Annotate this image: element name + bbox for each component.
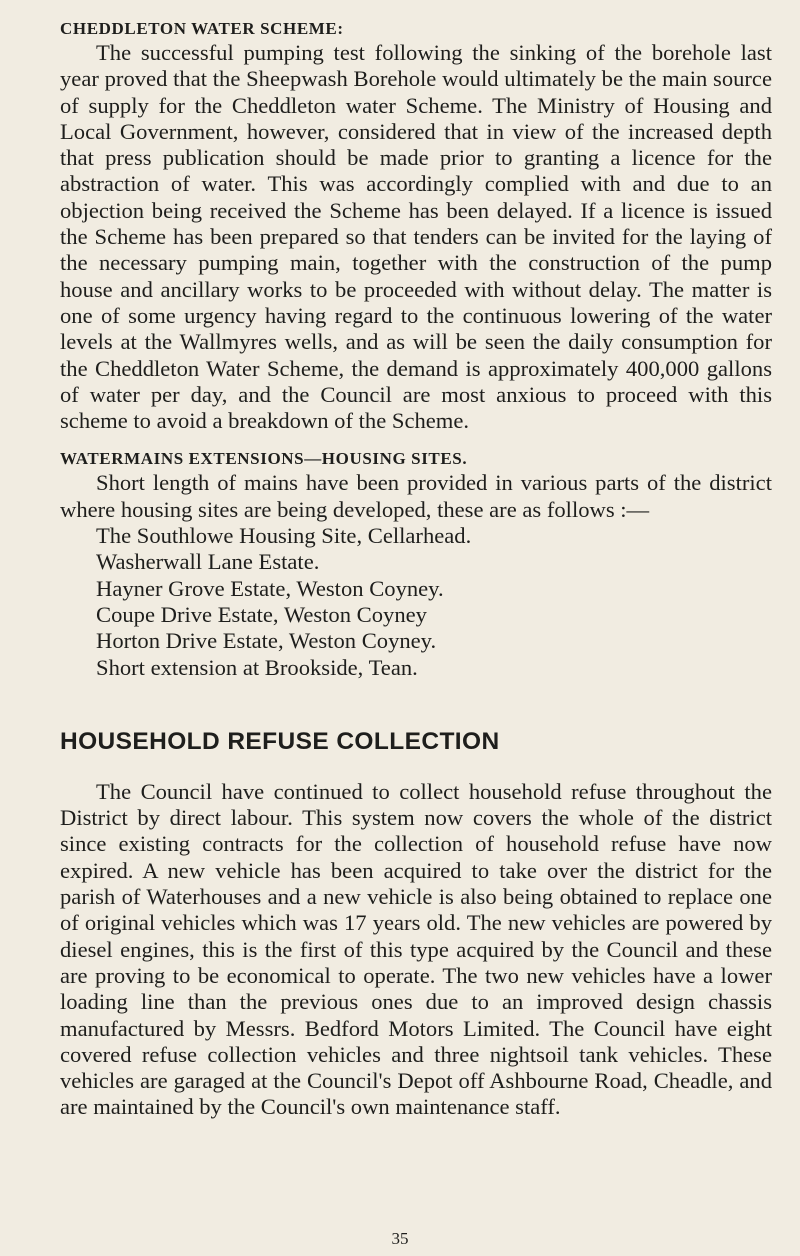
spacer	[60, 681, 772, 727]
list-item: Short extension at Brookside, Tean.	[96, 654, 418, 680]
refuse-section	[60, 727, 772, 1121]
list-item: The Southlowe Housing Site, Cellarhead.	[96, 523, 472, 549]
spacer	[60, 757, 772, 779]
list-item: Washerwall Lane Estate.	[96, 549, 320, 575]
watermains-intro: Short length of mains have been provided in various parts of the district where housing sites are being developed, these are as follows :—	[60, 470, 772, 522]
refuse-paragraph: The Council have continued to collect household refuse throughout the District by direct labour. This system now covers the whole of the district since existing contracts for the collection of household refuse have now expired. A new vehicle has been acquired to take over the district for the parish of Waterhouses and a new vehicle is also being obtained to replace one of original vehicles which was 17 years old. The new vehicles are powered by diesel engines, this is the first of this type acquired by the Council and these are proving to be economical to operate. The two new vehicles have a lower loading line than the previous ones due to an improved design chassis manufactured by Messrs. Bedford Motors Limited. The Council have eight covered refuse collection vehicles and three nightsoil tank vehicles. These vehicles are garaged at the Council's Depot off Ashbourne Road, Cheadle, and are maintained by the Council's own maintenance staff.	[60, 778, 772, 1120]
page-number: 35	[391, 1229, 409, 1248]
cheddleton-paragraph: The successful pumping test following the sinking of the borehole last year proved that the Sheepwash Borehole would ultimately be the main source of supply for the Cheddleton water Scheme. The Ministry of Housing and Local Government, however, considered that in view of the increased depth that press publication should be made prior to granting a licence for the abstraction of water. This was accordingly complied with and due to an objection being received the Scheme has been delayed. If a licence is issued the Scheme has been prepared so that tenders can be invited for the laying of the necessary pumping main, together with the construction of the pump house and ancillary works to be proceeded with without delay. The matter is one of some urgency having regard to the continuous lowering of the water levels at the Wallmyres wells, and as will be seen the daily consumption for the Cheddleton Water Scheme, the demand is approximately 400,000 gallons of water per day, and the Council are most anxious to proceed with this scheme to avoid a breakdown of the Scheme.	[60, 40, 772, 434]
spacer	[60, 434, 772, 448]
watermains-section	[60, 448, 772, 680]
section-heading-cheddleton: CHEDDLETON WATER SCHEME:	[60, 19, 344, 38]
cheddleton-section	[60, 18, 772, 434]
list-item: Coupe Drive Estate, Weston Coyney	[96, 601, 427, 627]
section-heading-watermains: WATERMAINS EXTENSIONS—HOUSING SITES.	[60, 449, 468, 469]
list-item: Horton Drive Estate, Weston Coyney.	[96, 628, 437, 654]
section-heading-refuse: HOUSEHOLD REFUSE COLLECTION	[60, 727, 500, 755]
list-item: Hayner Grove Estate, Weston Coyney.	[96, 575, 444, 601]
document-page	[60, 18, 772, 1121]
housing-sites-list	[60, 523, 772, 681]
